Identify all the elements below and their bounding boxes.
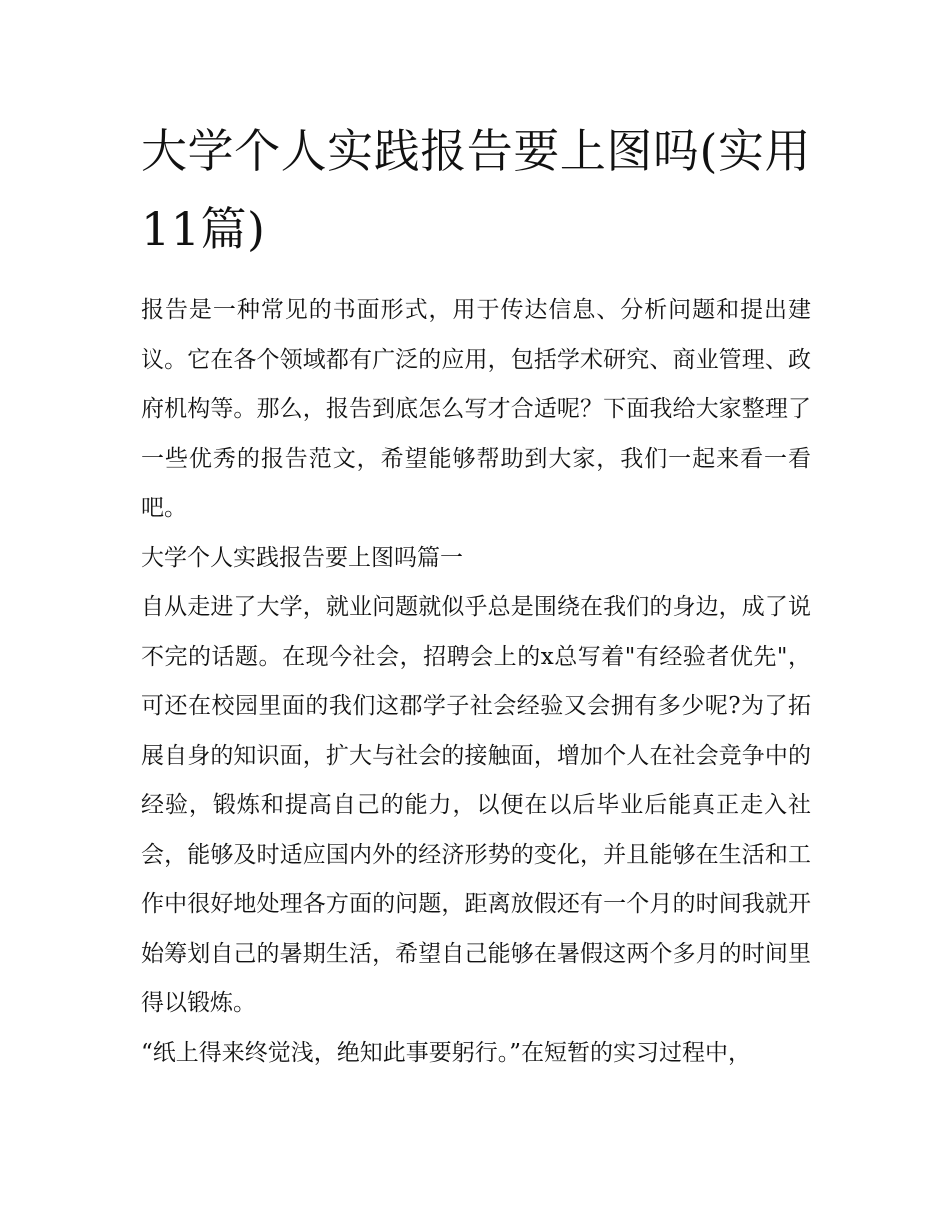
body-paragraph-2: “纸上得来终觉浅，绝知此事要躬行。”在短暂的实习过程中， [141,1039,752,1066]
intro-paragraph: 报告是一种常见的书面形式，用于传达信息、分析问题和提出建议。它在各个领域都有广泛的应用，包括学术研究、商业管理、政府机构等。那么，报告到底怎么写才合适呢？下面我给大家整理了一些优秀的报告范文，希望能够帮助到大家，我们一起来看一看吧。 [141,297,811,521]
document-title: 大学个人实践报告要上图吗(实用11篇) [141,124,811,256]
body-paragraph-1: 自从走进了大学，就业问题就似乎总是围绕在我们的身边，成了说不完的话题。在现今社会，招聘会上的x总写着"有经验者优先"，可还在校园里面的我们这郡学子社会经验又会拥有多少呢?为了拓展自身的知识面，扩大与社会的接触面，增加个人在社会竞争中的经验，锻炼和提高自己的能力，以便在以后毕业后能真正走入社会，能够及时适应国内外的经济形势的变化，并且能够在生活和工作中很好地处理各方面的问题，距离放假还有一个月的时间我就开始筹划自己的暑期生活，希望自己能够在暑假这两个多月的时间里得以锻炼。 [141,594,811,1016]
document-body [141,112,811,1078]
section-heading: 大学个人实践报告要上图吗篇一 [141,544,463,571]
